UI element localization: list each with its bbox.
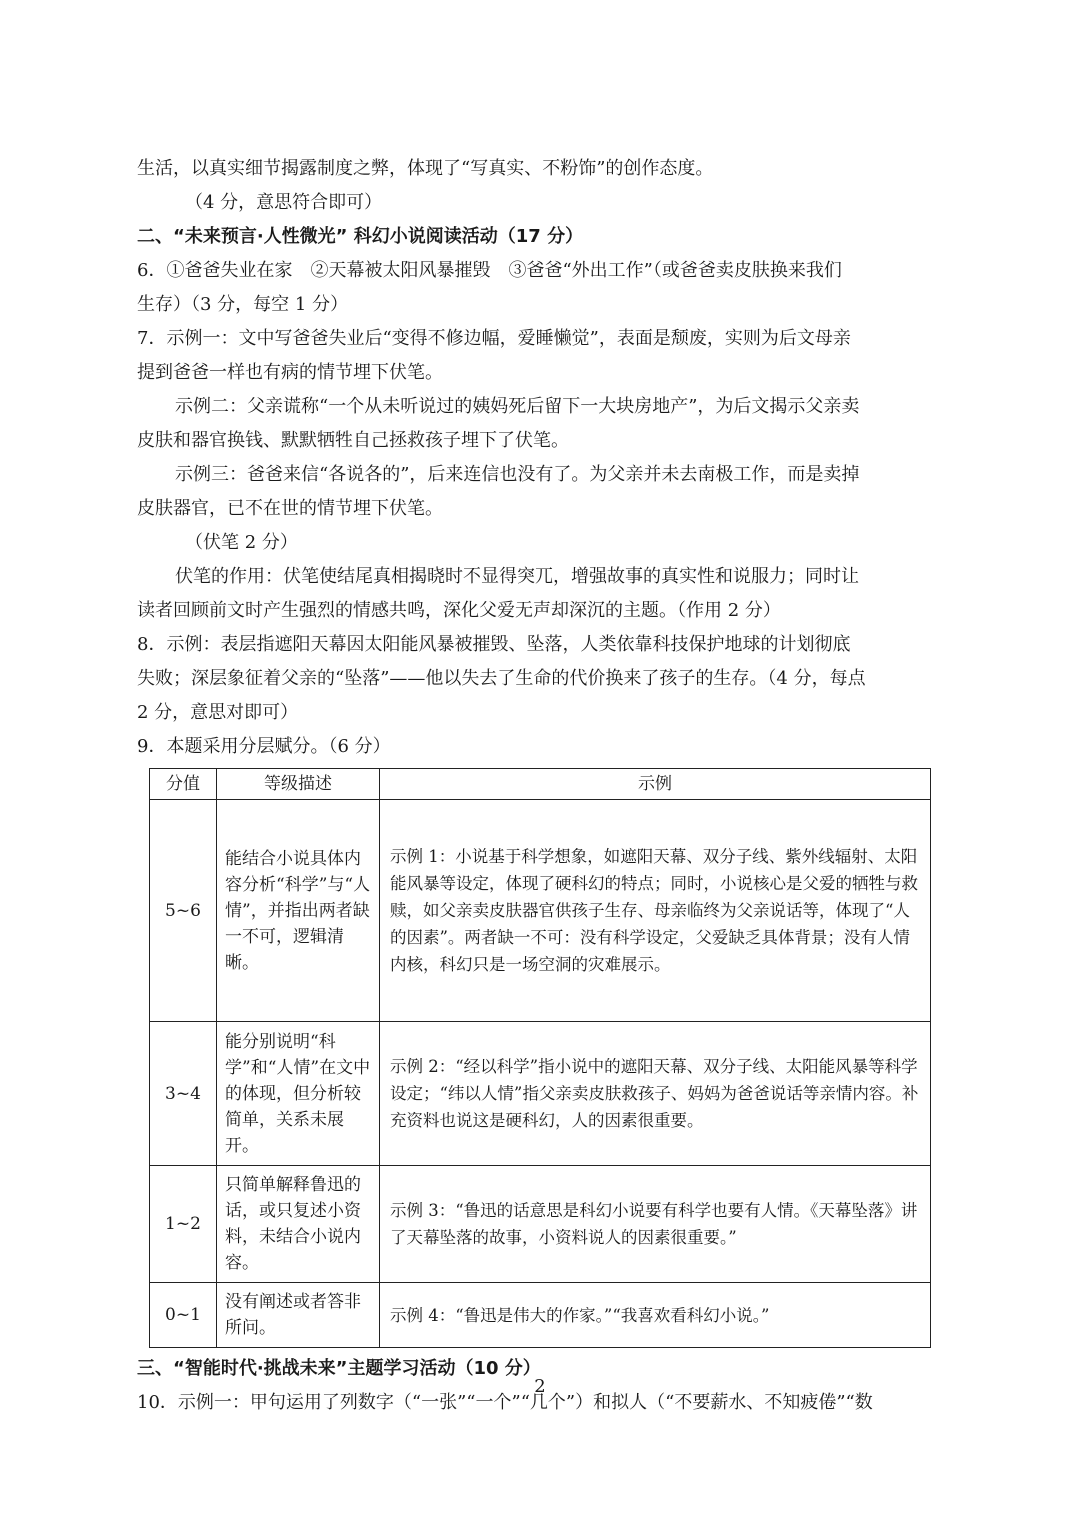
text-line: 失败；深层象征着父亲的“坠落”——他以失去了生命的代价换来了孩子的生存。（4 分，每点 [137, 668, 866, 689]
text-line: 2 分，意思对即可） [137, 702, 299, 723]
text-line: 6．①爸爸失业在家 ②天幕被太阳风暴摧毁 ③爸爸“外出工作”（或爸爸卖皮肤换来我们 [137, 260, 842, 281]
text-line: 8．示例：表层指遮阳天幕因太阳能风暴被摧毁、坠落，人类依靠科技保护地球的计划彻底 [137, 634, 851, 655]
table-header: 分值 [150, 769, 217, 800]
score-note: （4 分，意思符合即可） [185, 192, 383, 213]
description-cell: 能分别说明“科学”和“人情”在文中的体现，但分析较简单，关系未展开。 [217, 1022, 380, 1166]
table-row [150, 1166, 931, 1283]
text-line: 示例二：父亲谎称“一个从未听说过的姨妈死后留下一大块房地产”，为后文揭示父亲卖 [175, 396, 860, 417]
grading-table [149, 768, 931, 1348]
section-title: 三、“智能时代·挑战未来”主题学习活动（10 分） [137, 1358, 541, 1379]
page-number: 2 [534, 1376, 546, 1397]
table-row [150, 1283, 931, 1348]
score-cell: 3~4 [150, 1022, 217, 1166]
description-cell: 能结合小说具体内容分析“科学”与“人情”，并指出两者缺一不可，逻辑清晰。 [217, 800, 380, 1022]
score-cell: 0~1 [150, 1283, 217, 1348]
text-line: 示例三：爸爸来信“各说各的”，后来连信也没有了。为父亲并未去南极工作，而是卖掉 [175, 464, 860, 485]
text-line: 9．本题采用分层赋分。（6 分） [137, 736, 391, 757]
table-header: 等级描述 [217, 769, 380, 800]
table-row [150, 800, 931, 1022]
description-cell: 只简单解释鲁迅的话，或只复述小资料，未结合小说内容。 [217, 1166, 380, 1283]
section-title: 二、“未来预言·人性微光” 科幻小说阅读活动（17 分） [137, 226, 584, 247]
example-cell: 示例 2：“经以科学”指小说中的遮阳天幕、双分子线、太阳能风暴等科学设定；“纬以人情”指父亲卖皮肤救孩子、妈妈为爸爸说话等亲情内容。补充资料也说这是硬科幻，人的因素很重要。 [380, 1022, 931, 1166]
text-line: 读者回顾前文时产生强烈的情感共鸣，深化父爱无声却深沉的主题。（作用 2 分） [137, 600, 781, 621]
table-header-row [150, 769, 931, 800]
description-cell: 没有阐述或者答非所问。 [217, 1283, 380, 1348]
text-line: 伏笔的作用：伏笔使结尾真相揭晓时不显得突兀，增强故事的真实性和说服力；同时让 [175, 566, 859, 587]
table-header: 示例 [380, 769, 931, 800]
example-cell: 示例 1：小说基于科学想象，如遮阳天幕、双分子线、紫外线辐射、太阳能风暴等设定，体现了硬科幻的特点；同时，小说核心是父爱的牺牲与救赎，如父亲卖皮肤器官供孩子生存、母亲临终为父亲说话等，体现了“人的因素”。两者缺一不可：没有科学设定，父爱缺乏具体背景；没有人情内核，科幻只是一场空洞的灾难展示。 [380, 800, 931, 1022]
text-line: 10．示例一：甲句运用了列数字（“一张”“一个”“几个”）和拟人（“不要薪水、不知疲倦”“数 [137, 1392, 873, 1413]
text-line: 生存）（3 分，每空 1 分） [137, 294, 349, 315]
text-line: 皮肤和器官换钱、默默牺牲自己拯救孩子埋下了伏笔。 [137, 430, 569, 451]
score-note: （伏笔 2 分） [185, 532, 298, 553]
table-row [150, 1022, 931, 1166]
score-cell: 1~2 [150, 1166, 217, 1283]
text-line: 皮肤器官，已不在世的情节埋下伏笔。 [137, 498, 443, 519]
example-cell: 示例 4：“鲁迅是伟大的作家。”“我喜欢看科幻小说。” [380, 1283, 931, 1348]
example-cell: 示例 3：“鲁迅的话意思是科幻小说要有科学也要有人情。《天幕坠落》讲了天幕坠落的故事，小资料说人的因素很重要。” [380, 1166, 931, 1283]
text-line: 生活，以真实细节揭露制度之弊，体现了“写真实、不粉饰”的创作态度。 [137, 158, 714, 179]
document-page [137, 152, 943, 1420]
text-line: 提到爸爸一样也有病的情节埋下伏笔。 [137, 362, 443, 383]
score-cell: 5~6 [150, 800, 217, 1022]
text-line: 7．示例一：文中写爸爸失业后“变得不修边幅，爱睡懒觉”，表面是颓废，实则为后文母亲 [137, 328, 851, 349]
